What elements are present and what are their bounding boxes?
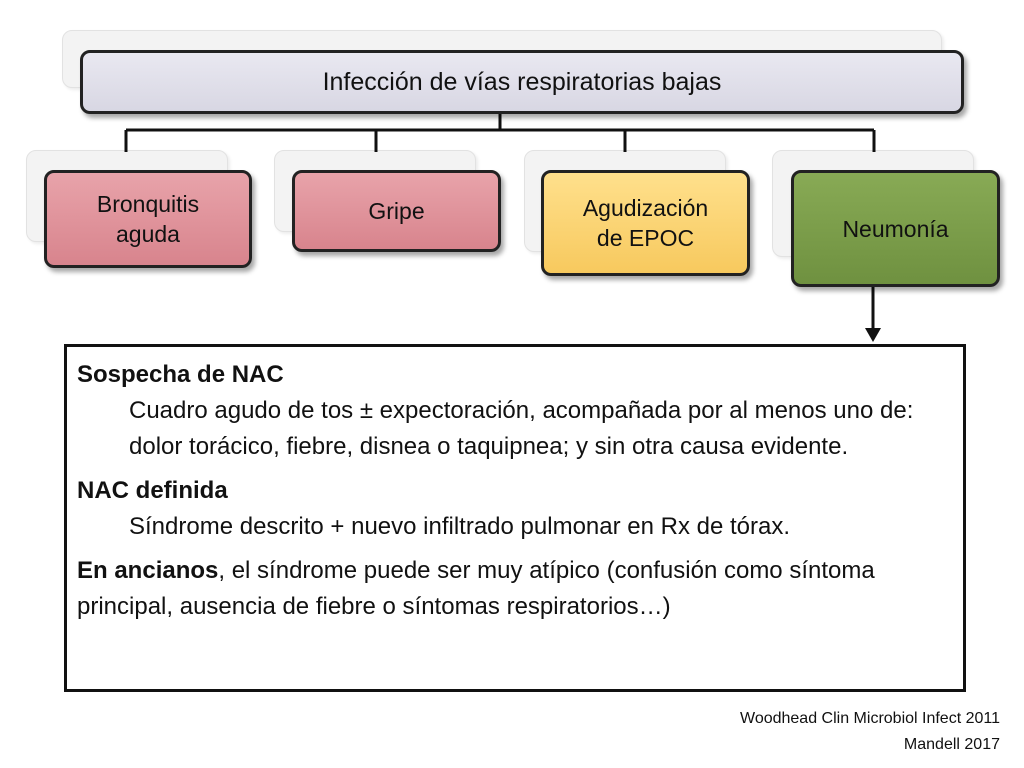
reference-2: Mandell 2017 <box>903 736 1000 753</box>
neumonia-arrow-head <box>865 328 881 342</box>
ancianos-paragraph <box>77 553 953 625</box>
neumonia-box <box>791 170 1000 287</box>
bronquitis-box <box>44 170 252 268</box>
epoc-label-line-1: Agudización <box>582 195 709 221</box>
definida-text: Síndrome descrito + nuevo infiltrado pulmonar en Rx de tórax. <box>129 513 791 540</box>
epoc-label-line-2: de EPOC <box>596 225 695 251</box>
gripe-box <box>292 170 501 252</box>
sospecha-text: Cuadro agudo de tos ± expectoración, acompañada por al menos uno de: dolor torácico, fiebre, disnea o taquipnea; y sin otra causa evidente. <box>129 397 914 460</box>
definida-title: NAC definida <box>77 477 228 504</box>
sospecha-title: Sospecha de NAC <box>77 361 284 388</box>
root-box <box>80 50 964 114</box>
neumonia-label: Neumonía <box>842 215 949 242</box>
root-label: Infección de vías respiratorias bajas <box>322 68 722 96</box>
reference-1: Woodhead Clin Microbiol Infect 2011 <box>740 710 1000 727</box>
ancianos-bold: En ancianos <box>77 557 219 584</box>
ancianos-text: , el síndrome puede ser muy atípico (confusión como síntoma principal, ausencia de fiebre o síntomas respiratorios…) <box>77 557 875 620</box>
bronquitis-label-line-2: aguda <box>116 221 180 247</box>
bronquitis-label-line-1: Bronquitis <box>96 191 200 217</box>
epoc-box <box>541 170 750 276</box>
references <box>740 706 1000 758</box>
gripe-label: Gripe <box>368 198 425 224</box>
definition-box <box>64 344 966 692</box>
